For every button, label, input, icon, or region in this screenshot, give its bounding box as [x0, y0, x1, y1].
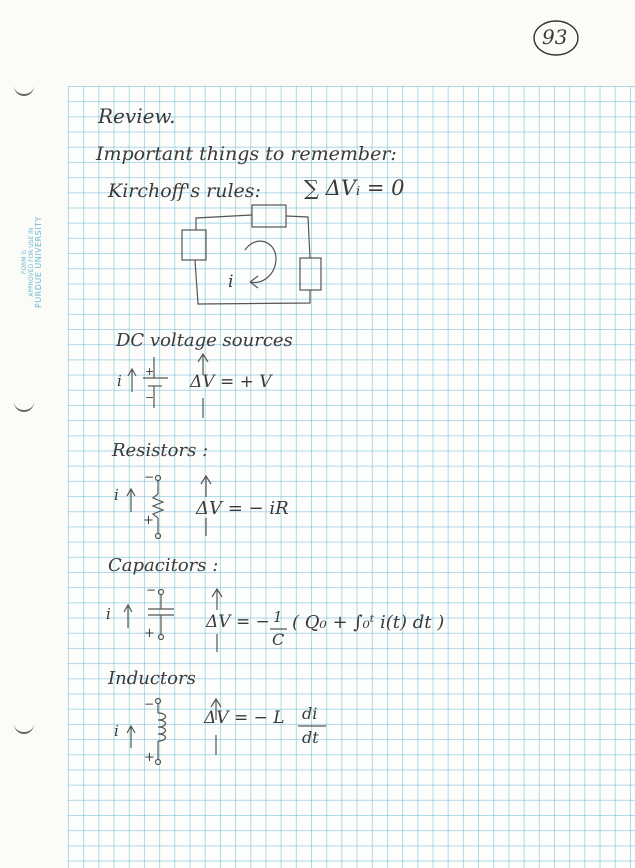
capacitor-fraction-denominator: C: [272, 630, 285, 649]
resistor-equation: ΔV = − iR: [196, 498, 289, 519]
loop-wire-top-left: [196, 215, 252, 230]
loop-current-label: i: [228, 272, 234, 292]
resistors-heading: Resistors :: [112, 440, 209, 461]
inductor-equation-prefix: ΔV = − L: [204, 708, 285, 728]
dc-minus-sign: −: [145, 391, 155, 404]
inductor-current-arrow: [127, 726, 135, 748]
kirchhoff-loop-circuit: [182, 205, 321, 304]
watermark-line2: APPROVED FOR USE IN: [27, 227, 35, 297]
inductor-fraction-denominator: dt: [302, 728, 319, 747]
resistor-box-left: [182, 230, 206, 260]
capacitor-equation-prefix: ΔV = −: [206, 612, 270, 632]
capacitor-equation-body: ( Q₀ + ∫₀ᵗ i(t) dt ): [292, 612, 445, 633]
capacitor-voltage-arrow-up: [212, 589, 222, 610]
inductor-minus-sign: −: [144, 697, 155, 711]
important-things-heading: Important things to remember:: [96, 143, 397, 165]
resistor-voltage-arrow-up: [201, 476, 211, 497]
resistor-current-label: i: [114, 486, 119, 504]
dc-equation: ΔV = + V: [190, 372, 272, 392]
inductors-heading: Inductors: [108, 668, 196, 689]
capacitor-current-arrow: [124, 605, 132, 628]
watermark-line3: PURDUE UNIVERSITY: [34, 216, 44, 308]
current-arrow-arc: [245, 241, 276, 282]
review-title: Review.: [98, 104, 176, 128]
kirchhoff-equation: ∑ ΔVᵢ = 0: [304, 176, 405, 200]
capacitor-fraction-numerator: 1: [273, 608, 283, 626]
watermark-line1: FORM G: [21, 250, 28, 275]
resistor-minus-sign: −: [144, 470, 155, 484]
dc-current-label: i: [117, 372, 122, 390]
inductor-fraction-numerator: di: [302, 704, 318, 723]
resistor-box-top: [252, 205, 286, 227]
loop-wire-top-right: [286, 216, 310, 258]
page-number: 93: [542, 25, 568, 49]
capacitors-heading: Capacitors :: [108, 555, 219, 576]
inductor-current-label: i: [114, 722, 119, 740]
kirchhoff-label: Kirchoff's rules:: [108, 180, 261, 202]
dc-plus-sign: +: [145, 365, 155, 378]
resistor-current-arrow: [127, 489, 135, 512]
dc-sources-heading: DC voltage sources: [116, 330, 293, 351]
capacitor-plus-sign: +: [144, 626, 155, 641]
inductor-plus-sign: +: [144, 750, 155, 765]
dc-current-arrow: [128, 369, 136, 392]
resistor-plus-sign: +: [143, 513, 154, 528]
capacitor-current-label: i: [106, 605, 111, 623]
capacitor-minus-sign: −: [146, 583, 157, 597]
resistor-box-right: [300, 258, 321, 290]
